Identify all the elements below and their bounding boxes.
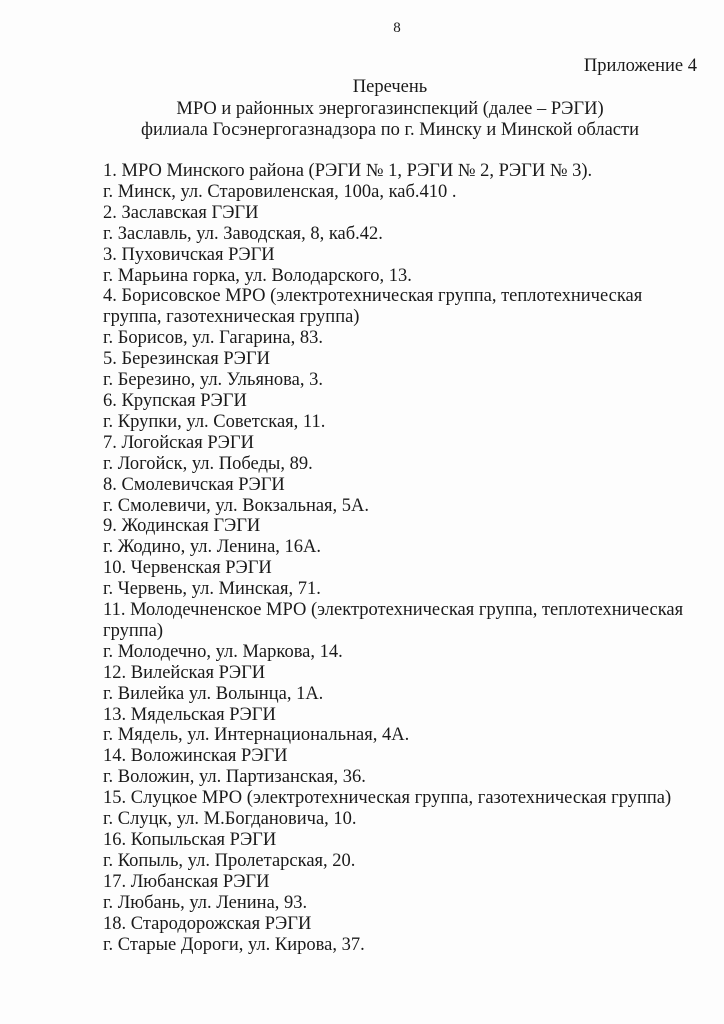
list-line: группа) — [103, 620, 164, 641]
list-line: г. Жодино, ул. Ленина, 16А. — [103, 537, 322, 558]
list-line: г. Заславль, ул. Заводская, 8, каб.42. — [103, 223, 383, 244]
list-line: г. Слуцк, ул. М.Богдановича, 10. — [103, 809, 357, 830]
list-line: 9. Жодинская ГЭГИ — [103, 516, 261, 537]
list-line: г. Смолевичи, ул. Вокзальная, 5А. — [103, 495, 370, 516]
list-line: 1. МРО Минского района (РЭГИ № 1, РЭГИ № 2, РЭГИ № 3). — [103, 161, 593, 181]
list-line: г. Вилейка ул. Волынца, 1А. — [103, 683, 324, 704]
title-line: филиала Госэнергогазнадзора по г. Минску и Минской области — [141, 120, 639, 140]
list-line: г. Любань, ул. Ленина, 93. — [103, 892, 308, 913]
list-line: 7. Логойская РЭГИ — [103, 432, 254, 453]
document-title — [80, 77, 700, 142]
list-line: 16. Копыльская РЭГИ — [103, 830, 277, 850]
list-line: 13. Мядельская РЭГИ — [103, 704, 276, 725]
list-line: 12. Вилейская РЭГИ — [103, 662, 266, 683]
list-line: 11. Молодечненское МРО (электротехническая группа, теплотехническая — [103, 600, 684, 621]
list-line: 5. Березинская РЭГИ — [103, 349, 270, 370]
list-line: г. Борисов, ул. Гагарина, 83. — [103, 328, 324, 349]
list-line: 2. Заславская ГЭГИ — [103, 202, 259, 223]
list-line: г. Минск, ул. Старовиленская, 100а, каб.410 . — [103, 181, 457, 202]
list-line: 4. Борисовское МРО (электротехническая группа, теплотехническая — [103, 286, 643, 307]
list-line: группа, газотехническая группа) — [103, 307, 360, 328]
list-line: г. Воложин, ул. Партизанская, 36. — [103, 767, 366, 788]
list-line: 15. Слуцкое МРО (электротехническая группа, газотехническая группа) — [103, 788, 672, 809]
list-line: г. Логойск, ул. Победы, 89. — [103, 453, 313, 474]
list-line: 14. Воложинская РЭГИ — [103, 746, 288, 767]
list-line: г. Марьина горка, ул. Володарского, 13. — [103, 265, 412, 286]
list-line: г. Молодечно, ул. Маркова, 14. — [103, 641, 343, 662]
list-line: г. Копыль, ул. Пролетарская, 20. — [103, 850, 356, 871]
appendix-label: Приложение 4 — [583, 56, 697, 76]
list-line: г. Старые Дороги, ул. Кирова, 37. — [103, 934, 365, 955]
list-line: г. Мядель, ул. Интернациональная, 4А. — [103, 725, 410, 746]
list-line: 3. Пуховичская РЭГИ — [103, 244, 275, 265]
title-line: Перечень — [352, 77, 428, 97]
list-line: 8. Смолевичская РЭГИ — [103, 474, 285, 495]
inspection-list — [103, 161, 703, 955]
list-line: 17. Любанская РЭГИ — [103, 871, 270, 892]
list-line: г. Крупки, ул. Советская, 11. — [103, 411, 326, 432]
list-line: 6. Крупская РЭГИ — [103, 390, 247, 411]
list-line: 18. Стародорожская РЭГИ — [103, 913, 312, 934]
list-line: 10. Червенская РЭГИ — [103, 558, 272, 579]
list-line: г. Березино, ул. Ульянова, 3. — [103, 370, 323, 391]
list-line: г. Червень, ул. Минская, 71. — [103, 579, 321, 600]
page-number: 8 — [393, 20, 401, 36]
title-line: МРО и районных энергогазинспекций (далее – РЭГИ) — [176, 98, 604, 119]
